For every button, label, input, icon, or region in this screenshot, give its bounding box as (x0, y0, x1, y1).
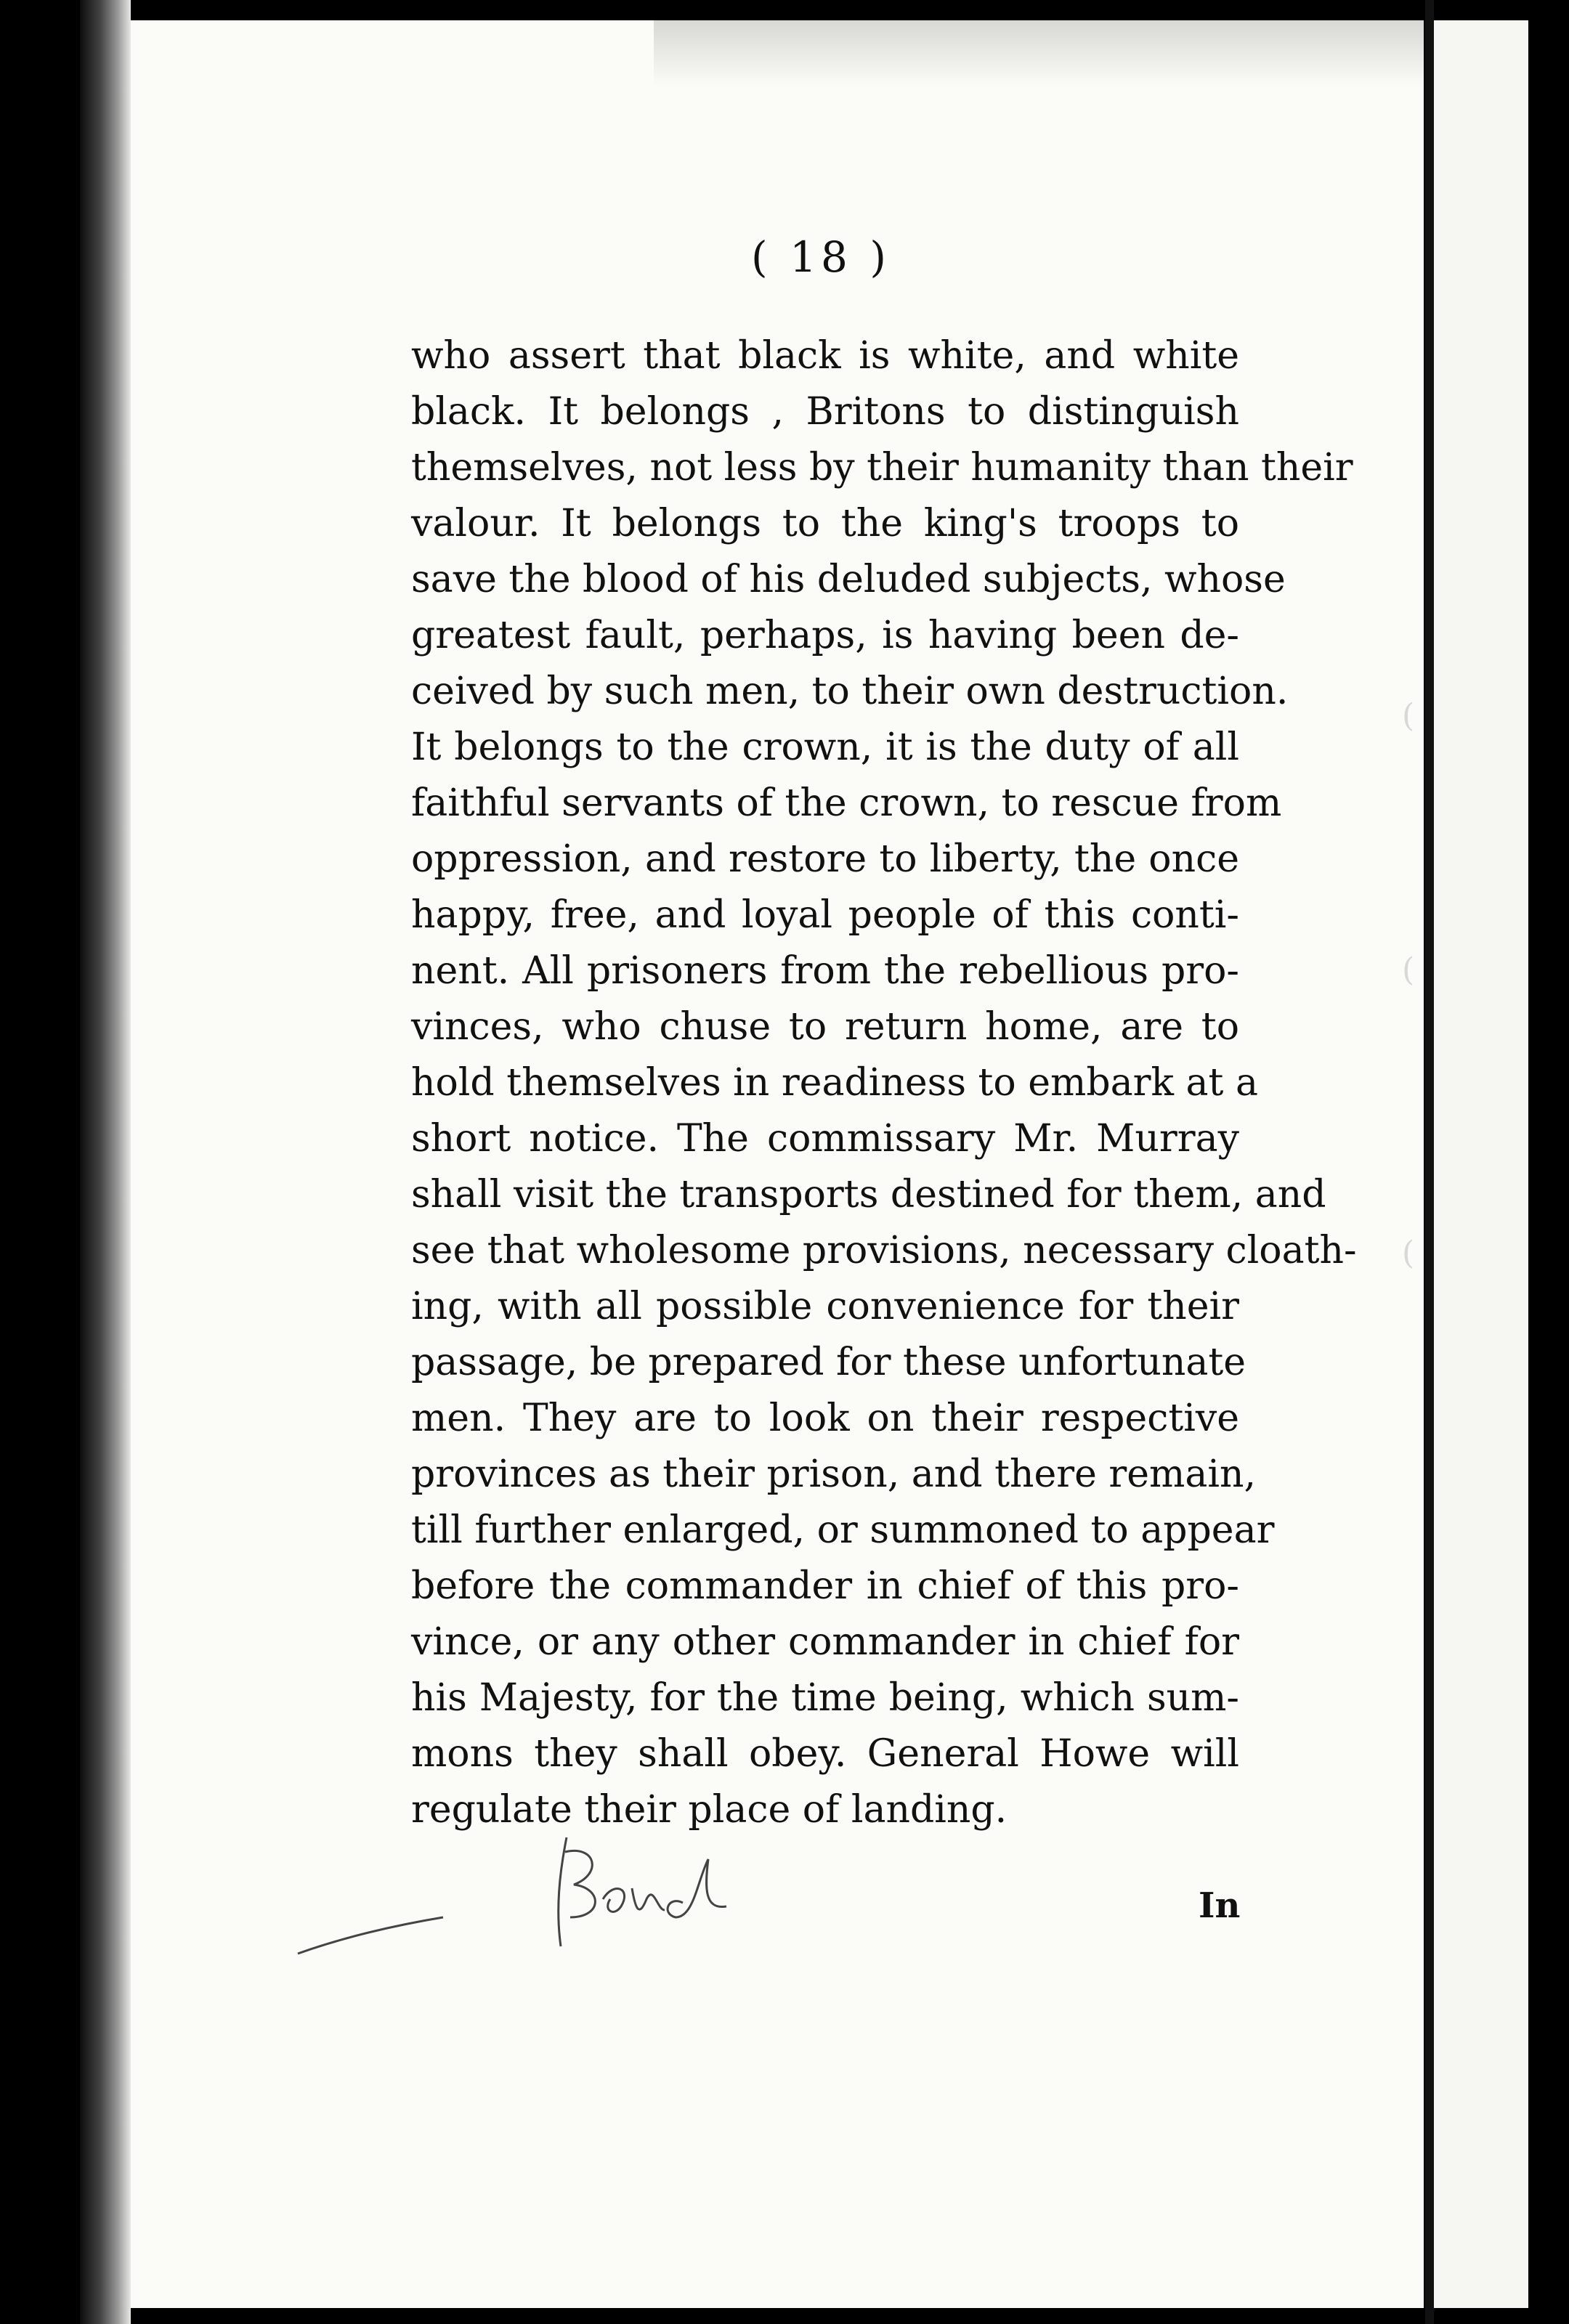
text-line: his Majesty, for the time being, which sum- (411, 1676, 1239, 1720)
text-line: nent. All prisoners from the rebellious pro- (411, 949, 1239, 993)
text-line: till further enlarged, or summoned to appear (411, 1508, 1275, 1552)
text-line: greatest fault, perhaps, is having been de- (411, 614, 1239, 657)
catchword: In (1199, 1885, 1241, 1926)
text-line: men. They are to look on their respective (411, 1397, 1239, 1440)
text-line: see that wholesome provisions, necessary cloath- (411, 1229, 1357, 1272)
body-text (411, 328, 1357, 1838)
margin-mark: ( (1402, 697, 1415, 734)
page-number: ( 18 ) (751, 232, 891, 282)
text-line: short notice. The commissary Mr. Murray (411, 1117, 1239, 1161)
text-line: vince, or any other commander in chief for (411, 1620, 1239, 1664)
margin-mark: ( (1402, 951, 1415, 988)
text-line: ing, with all possible convenience for their (411, 1285, 1239, 1328)
text-line: black. It belongs , Britons to distinguish (411, 390, 1239, 434)
text-line: passage, be prepared for these unfortunate (411, 1341, 1246, 1384)
text-line: It belongs to the crown, it is the duty of all (411, 726, 1239, 769)
handwritten-signature (291, 1808, 755, 1968)
text-line: valour. It belongs to the king's troops to (411, 502, 1239, 545)
gutter-line (1425, 0, 1434, 2324)
text-line: provinces as their prison, and there remain, (411, 1452, 1256, 1496)
text-line: hold themselves in readiness to embark at a (411, 1061, 1258, 1105)
text-line: who assert that black is white, and white (411, 334, 1239, 378)
text-line: save the blood of his deluded subjects, whose (411, 558, 1286, 601)
top-shadow (654, 20, 1424, 86)
facing-page-edge (1434, 20, 1528, 2308)
text-line: happy, free, and loyal people of this conti- (411, 893, 1239, 937)
text-line: shall visit the transports destined for them, and (411, 1173, 1326, 1216)
scan-border (1528, 0, 1569, 2324)
text-line: regulate their place of landing. (411, 1788, 1008, 1832)
text-line: before the commander in chief of this pro- (411, 1564, 1239, 1608)
text-line: themselves, not less by their humanity than their (411, 446, 1353, 489)
text-line: ceived by such men, to their own destruction. (411, 670, 1289, 713)
margin-mark: ( (1402, 1235, 1415, 1272)
text-line: vinces, who chuse to return home, are to (411, 1005, 1239, 1049)
text-line: oppression, and restore to liberty, the once (411, 837, 1239, 881)
text-line: mons they shall obey. General Howe will (411, 1732, 1239, 1776)
binding-shadow (80, 0, 131, 2324)
text-line: faithful servants of the crown, to rescue from (411, 781, 1282, 825)
